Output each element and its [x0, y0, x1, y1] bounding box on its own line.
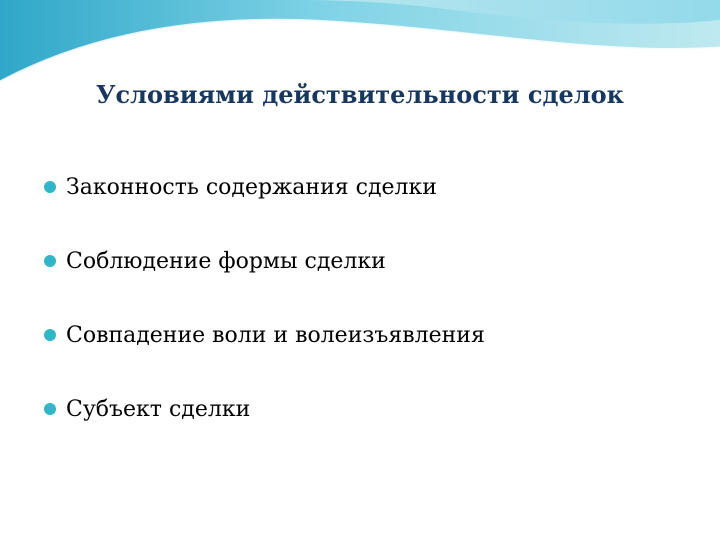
bullet-dot-icon: [44, 181, 56, 193]
bullet-item: [44, 224, 485, 298]
bullet-text: Субъект сделки: [66, 396, 251, 422]
slide-title: Условиями действительности сделок: [96, 80, 624, 109]
wave-header-decoration: [0, 0, 720, 90]
bullet-text: Соблюдение формы сделки: [66, 248, 386, 274]
bullet-dot-icon: [44, 329, 56, 341]
bullet-item: [44, 150, 485, 224]
bullet-item: [44, 372, 485, 446]
bullet-text: Совпадение воли и волеизъявления: [66, 322, 485, 348]
bullet-dot-icon: [44, 255, 56, 267]
bullet-item: [44, 298, 485, 372]
bullet-dot-icon: [44, 403, 56, 415]
bullet-list: [44, 150, 485, 446]
bullet-text: Законность содержания сделки: [66, 174, 437, 200]
